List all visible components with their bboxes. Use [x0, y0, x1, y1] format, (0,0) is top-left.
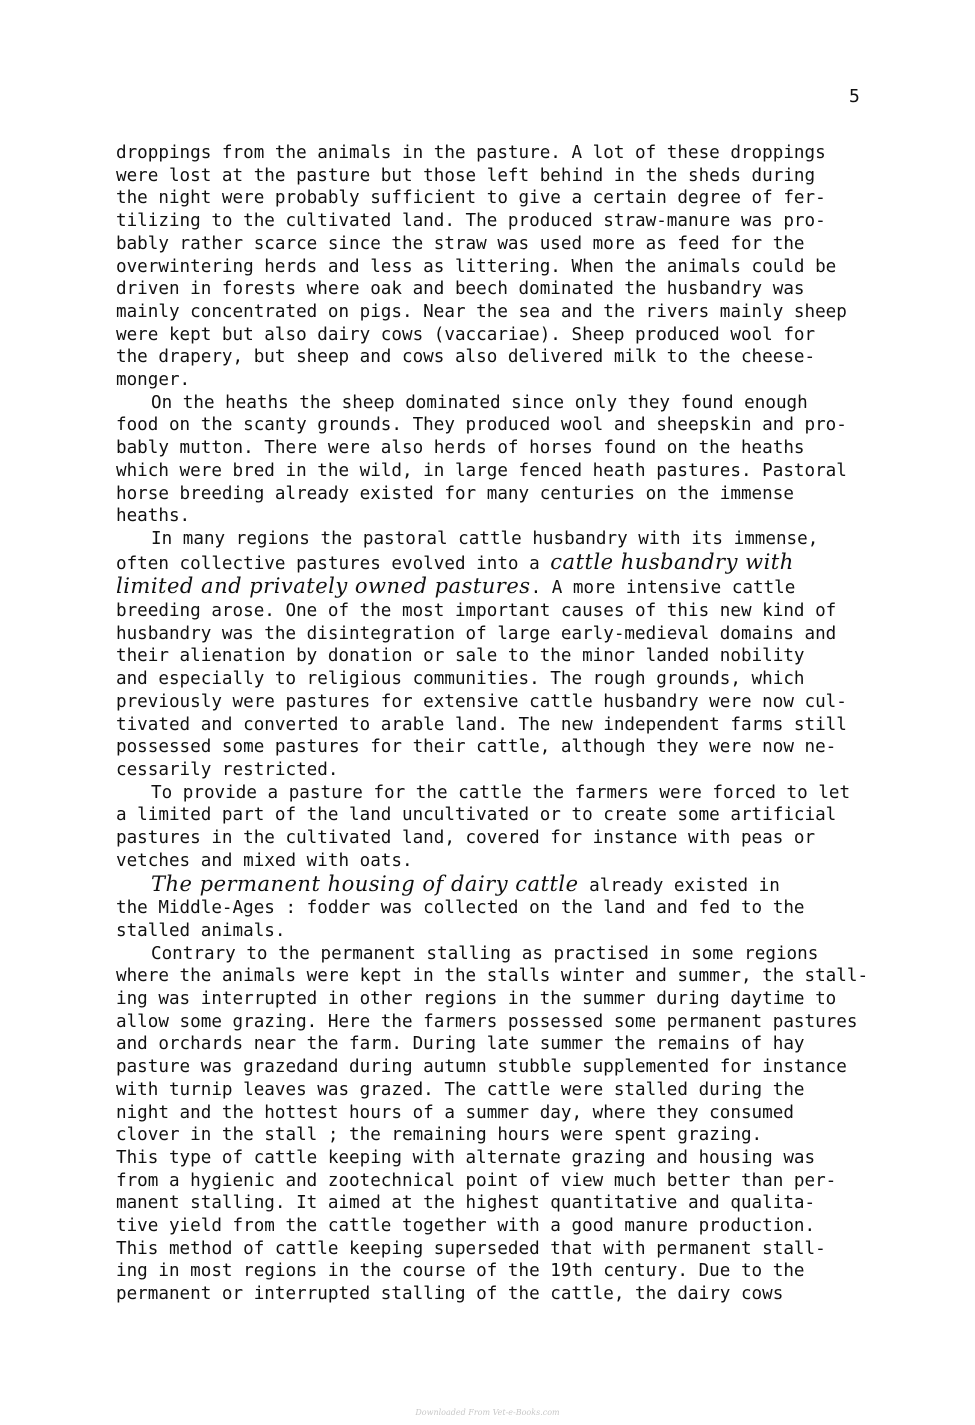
text-line: Contrary to the permanent stalling as practised in some regions — [151, 943, 819, 964]
text-line — [116, 575, 916, 600]
paragraph-3 — [116, 528, 916, 782]
paragraph-7 — [116, 1147, 916, 1306]
text-line: clover in the stall ; the remaining hours were spent grazing. — [116, 1125, 763, 1146]
text-line: previously were pastures for extensive cattle husbandry were now cul- — [116, 691, 847, 712]
text-line: On the heaths the sheep dominated since only they found enough — [151, 392, 808, 413]
text-line: were lost at the pasture but those left behind in the sheds during — [116, 165, 816, 186]
emphasis-text: limited and privately owned pastures — [116, 574, 531, 599]
text-line: ing in most regions in the course of the 19th century. Due to the — [116, 1261, 805, 1282]
text-line: vetches and mixed with oats. — [116, 850, 413, 871]
text-line: breeding arose. One of the most important causes of this new kind of — [116, 601, 837, 622]
page-number: 5 — [849, 86, 860, 107]
text-line: the Middle-Ages : fodder was collected on the land and fed to the — [116, 898, 805, 919]
text-line: with turnip leaves was grazed. The cattle were stalled during the — [116, 1079, 805, 1100]
text-line: manent stalling. It aimed at the highest quantitative and qualita- — [116, 1193, 816, 1214]
text-segment: already existed in — [578, 875, 780, 896]
text-line: bably mutton. There were also herds of horses found on the heaths — [116, 438, 805, 459]
text-line: the drapery, but sheep and cows also delivered milk to the cheese- — [116, 347, 816, 368]
text-line: heaths. — [116, 506, 191, 527]
text-segment: often collective pastures evolved into a — [116, 553, 551, 574]
body-text — [116, 142, 916, 1306]
text-line: overwintering herds and less as littering. When the animals could be — [116, 256, 837, 277]
text-line: their alienation by donation or sale to the minor landed nobility — [116, 646, 805, 667]
text-line: where the animals were kept in the stalls winter and summer, the stall- — [116, 966, 869, 987]
text-line: food on the scanty grounds. They produced wool and sheepskin and pro- — [116, 415, 847, 436]
paragraph-5 — [116, 873, 916, 943]
emphasis-text: cattle husbandry with — [550, 549, 794, 574]
text-line: and orchards near the farm. During late summer the remains of hay — [116, 1034, 805, 1055]
paragraph-1 — [116, 142, 916, 392]
text-line: droppings from the animals in the pasture. A lot of these droppings — [116, 143, 826, 163]
text-line: To provide a pasture for the cattle the farmers were forced to let — [151, 782, 851, 803]
text-line — [116, 551, 916, 576]
text-line: cessarily restricted. — [116, 759, 339, 780]
text-line: monger. — [116, 370, 191, 391]
text-line: In many regions the pastoral cattle husbandry with its immense, — [151, 528, 819, 549]
text-line: pastures in the cultivated land, covered for instance with peas or — [116, 828, 816, 849]
text-line: possessed some pastures for their cattle, although they were now ne- — [116, 737, 837, 758]
text-line: husbandry was the disintegration of large early-medieval domains and — [116, 623, 837, 644]
text-line: stalled animals. — [116, 920, 286, 941]
text-line: were kept but also dairy cows (vaccariae). Sheep produced wool for — [116, 324, 816, 345]
text-line: the night were probably sufficient to give a certain degree of fer- — [116, 188, 826, 209]
text-line: tivated and converted to arable land. The new independent farms still — [116, 714, 847, 735]
text-line: from a hygienic and zootechnical point of view much better than per- — [116, 1170, 837, 1191]
text-line: bably rather scarce since the straw was used more as feed for the — [116, 233, 805, 254]
paragraph-4 — [116, 782, 916, 873]
text-line: mainly concentrated on pigs. Near the sea and the rivers mainly sheep — [116, 301, 847, 322]
text-line: a limited part of the land uncultivated or to create some artificial — [116, 805, 837, 826]
text-line — [116, 873, 916, 898]
text-line: tive yield from the cattle together with a good manure production. — [116, 1216, 816, 1237]
emphasis-text: The permanent housing of dairy cattle — [151, 871, 579, 896]
text-line: allow some grazing. Here the farmers possessed some permanent pastures — [116, 1011, 858, 1032]
text-line: This type of cattle keeping with alternate grazing and housing was — [116, 1147, 816, 1168]
text-line: which were bred in the wild, in large fenced heath pastures. Pastoral — [116, 460, 847, 481]
text-line: This method of cattle keeping superseded that with permanent stall- — [116, 1238, 826, 1259]
text-line: permanent or interrupted stalling of the cattle, the dairy cows — [116, 1284, 784, 1305]
text-line: ing was interrupted in other regions in the summer during daytime to — [116, 989, 837, 1010]
text-line: pasture was grazedand during autumn stubble supplemented for instance — [116, 1057, 847, 1078]
paragraph-6 — [116, 943, 916, 1147]
text-line: driven in forests where oak and beech dominated the husbandry was — [116, 279, 805, 300]
text-line: tilizing to the cultivated land. The produced straw-manure was pro- — [116, 211, 826, 232]
paragraph-2 — [116, 392, 916, 528]
text-line: night and the hottest hours of a summer day, where they consumed — [116, 1102, 794, 1123]
text-line: and especially to religious communities. The rough grounds, which — [116, 669, 805, 690]
footer-watermark: Downloaded From Vet-e-Books.com — [415, 1408, 560, 1417]
text-segment: . A more intensive cattle — [530, 578, 796, 599]
text-line: horse breeding already existed for many centuries on the immense — [116, 483, 794, 504]
